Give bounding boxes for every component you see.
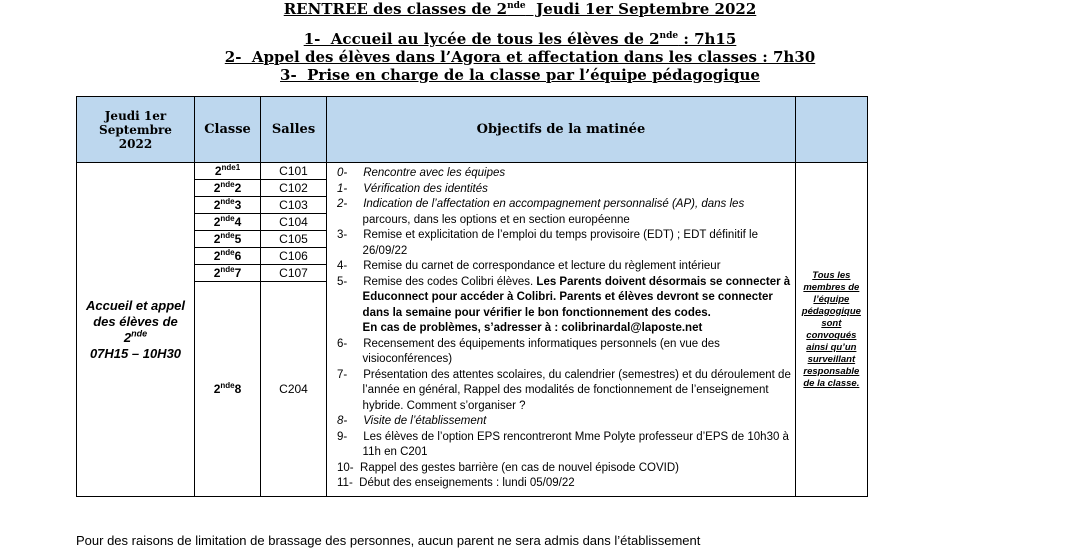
objective-item: 4- Remise du carnet de correspondance et lecture du règlement intérieur — [337, 260, 721, 272]
classe-cell: 2nde2 — [195, 180, 261, 197]
header-date: Jeudi 1er Septembre 2022 — [77, 97, 195, 163]
step-2: 2- Appel des élèves dans l’Agora et affectation dans les classes : 7h30 — [224, 48, 816, 66]
header-salles: Salles — [261, 97, 327, 163]
classe-cell: 2nde3 — [195, 197, 261, 214]
objective-item: 10- Rappel des gestes barrière (en cas de nouvel épisode COVID) — [337, 461, 679, 474]
step-3: 3- Prise en charge de la classe par l’équipe pédagogique — [280, 66, 760, 84]
objective-item: 5- Remise des codes Colibri élèves. Les Parents doivent désormais se connecter à — [337, 275, 791, 288]
schedule-table — [76, 96, 868, 497]
objective-item: 2- Indication de l’affectation en accompagnement personnalisé (AP), dans les — [337, 198, 745, 210]
objective-item: 11h en C201 — [337, 446, 428, 458]
document-title: RENTREE des classes de 2nde Jeudi 1er Septembre 2022 — [283, 0, 757, 18]
classe-cell: $2^{nde1}$ — [195, 163, 261, 180]
objective-item: 8- Visite de l’établissement — [337, 415, 487, 427]
header-side-blank — [795, 97, 867, 163]
objective-item: l’année en général, Rappel des modalités de fonctionnement de l’enseignement — [337, 384, 769, 396]
objective-item: En cas de problèmes, s’adresser à : colibrinardal@laposte.net — [337, 322, 703, 334]
salle-cell: C204 — [261, 282, 327, 497]
table-row — [77, 163, 868, 180]
salle-cell: C104 — [261, 214, 327, 231]
salle-cell: C106 — [261, 248, 327, 265]
table-header-row — [77, 97, 868, 163]
classe-cell: 2nde4 — [195, 214, 261, 231]
objectives-cell — [327, 163, 796, 497]
side-note-cell: Tous les membres de l’équipe pédagogique sont convoqués ainsi qu’un surveillant responsable de la classe. — [795, 163, 867, 497]
objective-item: 3- Remise et explicitation de l’emploi du temps provisoire (EDT) ; EDT définitif le — [337, 229, 758, 241]
objective-item: 26/09/22 — [337, 244, 408, 257]
salle-cell: C105 — [261, 231, 327, 248]
objective-item: 0- Rencontre avec les équipes — [337, 167, 506, 179]
classe-cell: 2nde8 — [195, 282, 261, 497]
objective-item: hybride. Comment s’organiser ? — [337, 399, 526, 412]
step-1: 1- Accueil au lycée de tous les élèves de 2nde : 7h15 — [303, 30, 737, 48]
salle-cell: C107 — [261, 265, 327, 282]
objective-item: 11- Début des enseignements : lundi 05/09/22 — [337, 477, 575, 489]
objective-item: 6- Recensement des équipements informatiques personnels (en vue des — [337, 337, 720, 350]
salle-cell: C101 — [261, 163, 327, 180]
classe-cell: 2nde7 — [195, 265, 261, 282]
objective-item: Educonnect pour accéder à Colibri. Parents et élèves devront se connecter — [337, 291, 773, 303]
classe-cell: 2nde6 — [195, 248, 261, 265]
header-classe: Classe — [195, 97, 261, 163]
accueil-cell: Accueil et appel des élèves de 2nde 07H15 – 10H30 — [77, 163, 195, 497]
salle-cell: C102 — [261, 180, 327, 197]
header-objectifs: Objectifs de la matinée — [327, 97, 796, 163]
objective-item: 1- Vérification des identités — [337, 182, 488, 195]
objective-item: visioconférences) — [337, 353, 453, 365]
footer-note: Pour des raisons de limitation de brassage des personnes, aucun parent ne sera admis dans l’établissement — [76, 533, 701, 548]
objective-item: parcours, dans les options et en section européenne — [337, 213, 630, 226]
objective-item: 7- Présentation des attentes scolaires, du calendrier (semestres) et du déroulement de — [337, 368, 791, 381]
objective-item: dans la semaine pour vérifier le bon fonctionnement des codes. — [337, 306, 711, 319]
classe-cell: 2nde5 — [195, 231, 261, 248]
salle-cell: C103 — [261, 197, 327, 214]
objective-item: 9- Les élèves de l’option EPS rencontreront Mme Polyte professeur d’EPS de 10h30 à — [337, 430, 789, 443]
